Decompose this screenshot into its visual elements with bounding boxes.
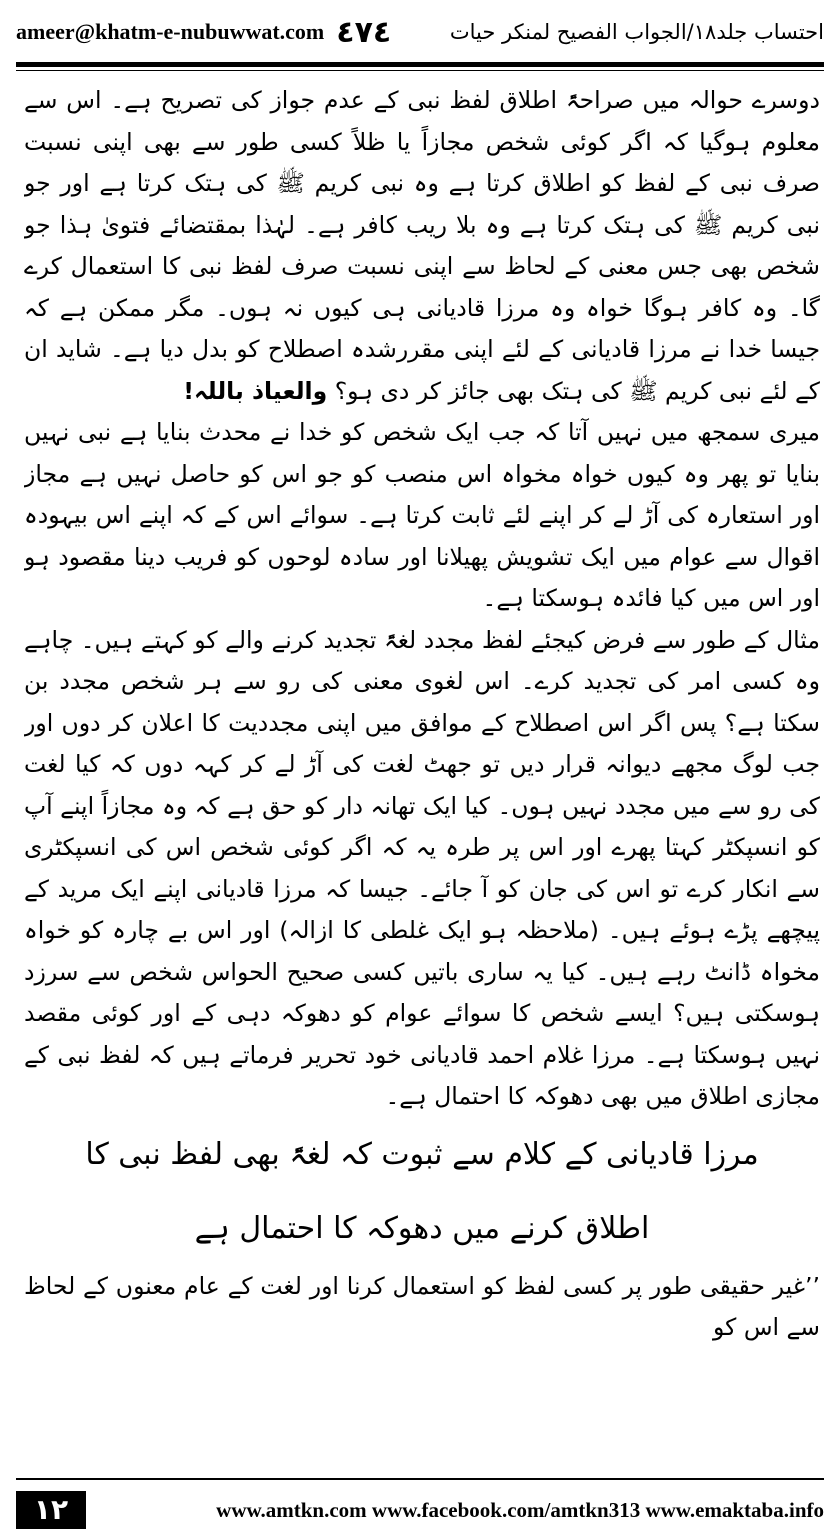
header-page-number: ٤٧٤ [336, 14, 392, 50]
header-left [16, 15, 391, 50]
header-rule-thick [16, 62, 824, 67]
page-body [24, 80, 820, 1438]
paragraph-1-text: دوسرے حوالہ میں صراحۃً اطلاق لفظ نبی کے عدم جواز کی تصریح ہے۔ اس سے معلوم ہوگیا کہ اگر کوئی شخص مجازاً یا ظلاً کسی طور سے بھی اپنی نسبت صرف نبی کے لفظ کو اطلاق کرتا ہے وہ نبی کریم ﷺ کی ہتک کرتا ہے اور جو نبی کریم ﷺ کی ہتک کرتا ہے وہ بلا ریب کافر ہے۔ لہٰذا بمقتضائے فتویٰ ہذا جو شخص بھی جس معنی کے لحاظ سے اپنی نسبت صرف لفظ نبی کا استعمال کرے گا۔ وہ کافر ہوگا خواہ وہ مرزا قادیانی ہی کیوں نہ ہوں۔ مگر ممکن ہے کہ جیسا خدا نے مرزا قادیانی کے لئے اپنی مقررشدہ اصطلاح کو بدل دیا ہے۔ شاید ان کے لئے نبی کریم ﷺ کی ہتک بھی جائز کر دی ہو؟ [24, 86, 820, 405]
heading-line-2: اطلاق کرنے میں دھوکہ کا احتمال ہے [194, 1210, 650, 1246]
footer-rule [16, 1478, 824, 1480]
header-email: ameer@khatm-e-nubuwwat.com [16, 19, 325, 44]
paragraph-1 [24, 80, 820, 412]
page-header [16, 6, 824, 58]
paragraph-1-bold-ending: والعیاذ باللہ! [183, 376, 328, 405]
footer-links: www.amtkn.com www.facebook.com/amtkn313 www.emaktaba.info [216, 1497, 824, 1522]
section-heading [24, 1118, 820, 1266]
footer-page-number: ۱۲ [16, 1491, 86, 1529]
header-book-title: احتساب جلد۱۸/الجواب الفصیح لمنکر حیات [449, 20, 824, 44]
heading-line-1: مرزا قادیانی کے کلام سے ثبوت کہ لغۃً بھی لفظ نبی کا [85, 1136, 759, 1172]
paragraph-3: مثال کے طور سے فرض کیجئے لفظ مجدد لغۃً تجدید کرنے والے کو کہتے ہیں۔ چاہے وہ کسی امر کی تجدید کرے۔ اس لغوی معنی کی رو سے ہر شخص مجدد بن سکتا ہے؟ پس اگر اس اصطلاح کے موافق میں اپنی مجددیت کا اعلان کر دوں اور جب لوگ مجھے دیوانہ قرار دیں تو جھٹ لغت کی آڑ لے کر کہہ دوں کہ کیا لغت کی رو سے میں مجدد نہیں ہوں۔ کیا ایک تھانہ دار کو حق ہے کہ وہ مجازاً اپنے آپ کو انسپکٹر کہتا پھرے اور اس پر طرہ یہ کہ اگر کوئی شخص اس کی انسپکٹری سے انکار کرے تو اس کی جان کو آ جائے۔ جیسا کہ مرزا قادیانی اپنے ایک مرید کے پیچھے پڑے ہوئے ہیں۔ (ملاحظہ ہو ایک غلطی کا ازالہ) اور اس بے چارہ کو خواہ مخواہ ڈانٹ رہے ہیں۔ کیا یہ ساری باتیں کسی صحیح الحواس شخص سے سرزد ہوسکتی ہیں؟ ایسے شخص کا سوائے عوام کو دھوکہ دہی کے اور کوئی مقصد نہیں ہوسکتا ہے۔ مرزا غلام احمد قادیانی خود تحریر فرماتے ہیں کہ لفظ نبی کے مجازی اطلاق میں بھی دھوکہ کا احتمال ہے۔ [24, 625, 820, 1110]
page-footer [16, 1490, 824, 1530]
quote-line: ’’غیر حقیقی طور پر کسی لفظ کو استعمال کرنا اور لغت کے عام معنوں کے لحاظ سے اس کو [24, 1271, 820, 1341]
header-rule-thin [16, 70, 824, 71]
paragraph-2: میری سمجھ میں نہیں آتا کہ جب ایک شخص کو خدا نے محدث بنایا ہے نبی نہیں بنایا تو پھر وہ کیوں خواہ مخواہ اس منصب کو جو اس کو حاصل نہیں ہے مجاز اور استعارہ کی آڑ لے کر اپنے لئے ثابت کرتا ہے۔ سوائے اس کے کہ اپنے اس بیہودہ اقوال سے عوام میں ایک تشویش پھیلانا اور سادہ لوحوں کو فریب دینا مقصود ہو اور اس میں کیا فائدہ ہوسکتا ہے۔ [24, 418, 820, 612]
